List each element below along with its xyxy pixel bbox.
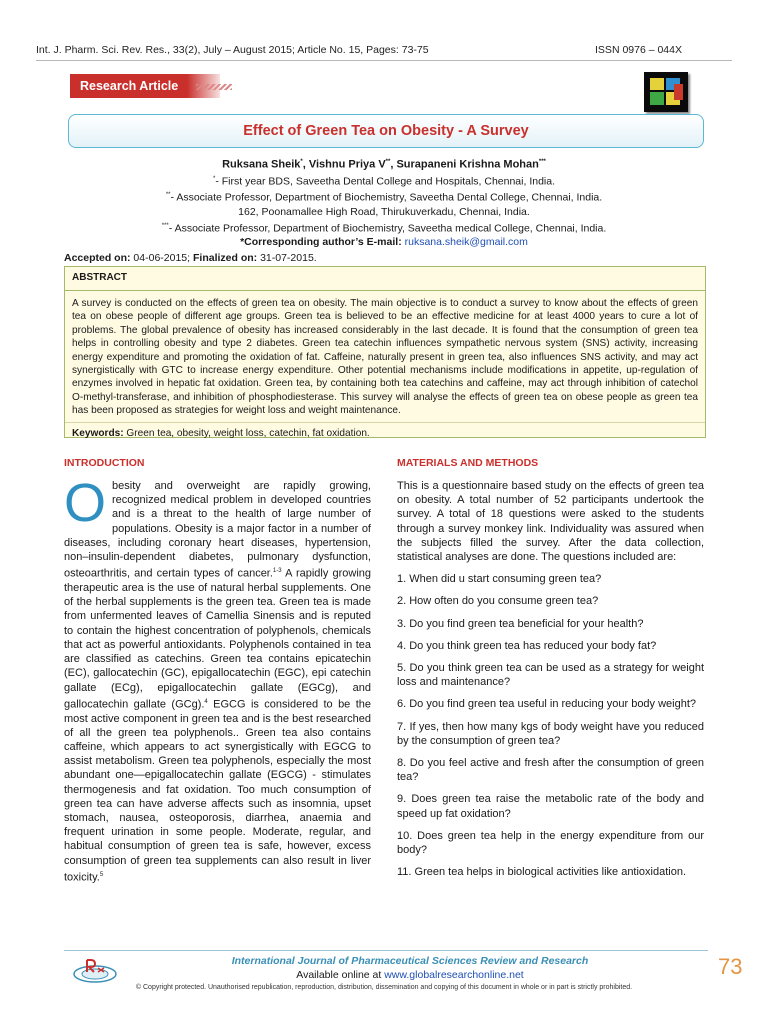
question-item: 8. Do you feel active and fresh after the consumption of green tea?: [397, 757, 704, 784]
author-3-mark: ***: [538, 159, 546, 165]
introduction-column: [64, 456, 371, 885]
paper-title: Effect of Green Tea on Obesity - A Survey: [243, 123, 529, 139]
author-2: , Vishnu Priya V: [302, 158, 386, 171]
citation-ref: 4: [204, 698, 208, 705]
question-item: 9. Does green tea raise the metabolic rate of the body and speed up fat oxidation?: [397, 793, 704, 820]
authors-block: [60, 155, 708, 249]
banner-stripes: [196, 84, 232, 90]
journal-website-link[interactable]: www.globalresearchonline.net: [384, 969, 524, 981]
question-item: 11. Green tea helps in biological activities like antioxidation.: [397, 866, 687, 879]
finalized-date: 31-07-2015.: [257, 252, 317, 264]
affiliation-2: [60, 188, 708, 205]
accepted-label: Accepted on:: [64, 252, 131, 264]
footer-journal-name: International Journal of Pharmaceutical Sciences Review and Research: [231, 955, 589, 967]
keywords-label: Keywords:: [72, 427, 124, 439]
intro-part-3: EGCG is considered to be the most active component in green tea and is the best researched of all the green tea polyphenols.. Green tea also contains caffeine, which appears to act synergistically with EGCG to assist metabolism. Green tea polyphenols, especially the most abundant one—epigallocatechin gallate (EGCG) - stimulates thermogenesis and fat oxidation. Too much consumption of green tea can have adverse affects such as insomnia, upset stomach, nausea, osteoporosis, diarrhea, anaemia and frequent urination in some people. Moderate, regular, and habitual consumption of green tea is safe, however, excess consumption of green tea supplements can also result in liver toxicity.: [64, 698, 371, 884]
footer-availability: [140, 969, 680, 981]
question-item: 10. Does green tea help in the energy expenditure from our body?: [397, 829, 704, 857]
affiliation-3: [60, 219, 708, 236]
page-number: 73: [718, 954, 743, 979]
drop-cap: O: [64, 473, 107, 533]
affiliation-1: [60, 172, 708, 189]
footer-divider: [64, 950, 708, 951]
abstract-box: [64, 266, 706, 438]
affiliation-1-mark: *: [212, 175, 216, 182]
author-1: Ruksana Sheik: [222, 158, 301, 171]
issn: ISSN 0976 – 044X: [595, 44, 682, 56]
citation-ref: 1-3: [272, 568, 282, 575]
author-1-mark: *: [300, 159, 303, 165]
citation-ref: 5: [99, 871, 104, 878]
question-item: 6. Do you find green tea useful in reducing your body weight?: [397, 698, 697, 711]
affiliation-1-text: - First year BDS, Saveetha Dental College and Hospitals, Chennai, India.: [215, 175, 556, 188]
introduction-heading: INTRODUCTION: [64, 457, 145, 469]
title-box: [68, 114, 704, 148]
question-item: 7. If yes, then how many kgs of body weight have you reduced by the consumption of green tea?: [397, 720, 704, 747]
author-2-mark: **: [385, 159, 391, 165]
copyright-notice: © Copyright protected. Unauthorised republication, reproduction, distribution, dissemination and copying of this document in whole or in part is strictly prohibited.: [135, 984, 633, 991]
affiliation-2-text: - Associate Professor, Department of Biochemistry, Saveetha Dental College, Chennai, India.: [170, 191, 603, 204]
article-type-banner: Research Article: [70, 74, 220, 98]
affiliation-3-text: - Associate Professor, Department of Biochemistry, Saveetha medical College, Chennai, India.: [168, 222, 607, 235]
affiliation-2-mark: **: [165, 192, 171, 199]
question-item: 5. Do you think green tea can be used as a strategy for weight loss and maintenance?: [397, 662, 704, 689]
keywords-text: Green tea, obesity, weight loss, catechin, fat oxidation.: [123, 427, 370, 439]
affiliation-3-mark: ***: [161, 222, 169, 229]
abstract-heading: ABSTRACT: [72, 272, 127, 283]
intro-part-2: A rapidly growing therapeutic area is the use of natural herbal supplements. One of the herbal supplements is the green tea. Green tea is made from unfermented leaves of Camellia Sinensis and is reputed to contain the highest concentration of polyphenols, chemicals that act as powerful antioxidants. Polyphenols contained in tea are classified as catechins. Green tea contains epicatechin (EC), gallocatechin (GC), epigallocatechin (EGC), epi catechin gallate (ECg), epigallocatechin gallate (EGCg), and gallocatechin gallate (GCg).: [64, 567, 371, 711]
available-label: Available online at: [296, 969, 385, 981]
article-dates: [64, 252, 317, 264]
affiliation-2-address: 162, Poonamallee High Road, Thirukuverkadu, Chennai, India.: [238, 205, 530, 218]
corresponding-author: [60, 235, 708, 249]
question-item: 3. Do you find green tea beneficial for your health?: [397, 617, 644, 630]
question-item: 4. Do you think green tea has reduced your body fat?: [397, 639, 657, 652]
intro-part-1: besity and overweight are rapidly growing, recognized medical problem in developed countries and is a threat to the health of large number of populations. Obesity is a major factor in a number of diseases, including coronary heart diseases, hypertension, non–insulin-dependent diabetes, pulmonary dysfunction, osteoarthritis, and certain types of cancer.: [64, 480, 371, 580]
corresponding-label: *Corresponding author’s E-mail:: [240, 236, 405, 249]
publisher-logo-icon: [72, 956, 118, 984]
journal-logo-icon: [644, 72, 688, 112]
methods-heading: MATERIALS AND METHODS: [397, 457, 539, 469]
header-divider: [36, 60, 732, 61]
finalized-label: Finalized on:: [192, 252, 258, 264]
question-item: 2. How often do you consume green tea?: [397, 595, 599, 608]
accepted-date: 04-06-2015;: [130, 252, 193, 264]
author-3: , Surapaneni Krishna Mohan: [390, 158, 539, 171]
author-list: [60, 155, 708, 172]
methods-column: [397, 456, 704, 879]
keywords: [65, 423, 705, 440]
abstract-text: A survey is conducted on the effects of green tea on obesity. The main objective is to conduct a survey to know about the effects of green tea on obese people of different age groups. Green tea is believed to be an effective medicine for at least 4000 years to cure a lot of problems. The global prevalence of obesity has increased considerably in the last decade. It is found that the consumption of green tea helps in controlling obesity and type 2 diabetes. Green tea catechin influences sympathetic nervous system (SNS) activity, increasing energy expenditure and promoting the oxidation of fat. Caffeine, naturally present in green tea, also influences SNS activity, and may act synergistically with GTC to increase energy expenditure. Other potential mechanisms include modifications in appetite, up-regulation of enzymes involved in hepatic fat oxidation. Green tea, by containing both tea catechins and caffeine, may act through inhibition of catechol O-methyl-transferase, and inhibition of phosphodiesterase. This survey will analyse the effects of green tea on obese people as green tea has been proposed as strategies for weight loss and weight maintenance.: [72, 298, 698, 417]
methods-text: This is a questionnaire based study on the effects of green tea on obesity. A total number of 52 participants undertook the survey. A total of 18 questions were asked to the students through a survey monkey link. Individuality was assured when the subjects filled the survey. After the data collection, statistical analyses are done. The questions included are:: [397, 480, 704, 564]
introduction-text: [64, 473, 371, 885]
question-item: 1. When did u start consuming green tea?: [397, 573, 602, 586]
corresponding-email-link[interactable]: ruksana.sheik@gmail.com: [404, 236, 528, 249]
journal-citation: Int. J. Pharm. Sci. Rev. Res., 33(2), July – August 2015; Article No. 15, Pages: 73-75: [36, 44, 429, 56]
